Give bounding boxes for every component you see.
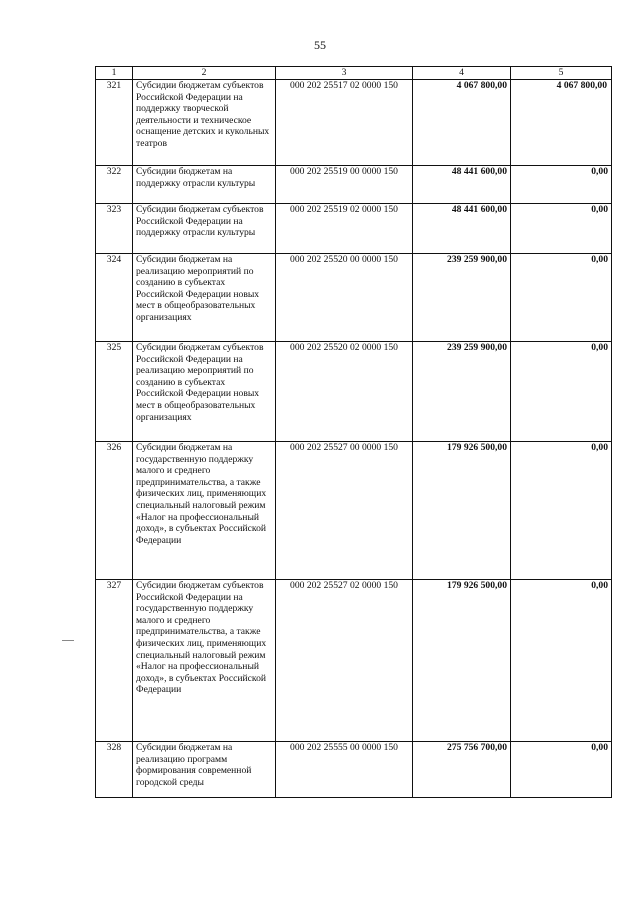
row-amount: 179 926 500,00 — [413, 580, 511, 742]
row-amount-2: 0,00 — [511, 254, 612, 342]
row-amount: 239 259 900,00 — [413, 342, 511, 442]
row-code: 000 202 25519 00 0000 150 — [276, 166, 413, 204]
page-number: 55 — [314, 38, 326, 52]
row-number: 321 — [96, 80, 133, 166]
table-row — [96, 742, 612, 798]
row-amount: 239 259 900,00 — [413, 254, 511, 342]
row-name: Субсидии бюджетам на реализацию программ формирования современной городской среды — [133, 742, 276, 798]
row-name: Субсидии бюджетам на поддержку отрасли культуры — [133, 166, 276, 204]
row-amount: 48 441 600,00 — [413, 204, 511, 254]
column-header-1: 1 — [96, 67, 133, 80]
row-amount-2: 4 067 800,00 — [511, 80, 612, 166]
row-name: Субсидии бюджетам субъектов Российской Федерации на поддержку отрасли культуры — [133, 204, 276, 254]
column-header-5: 5 — [511, 67, 612, 80]
column-header-4: 4 — [413, 67, 511, 80]
table-row — [96, 254, 612, 342]
table-header — [96, 67, 612, 80]
row-amount-2: 0,00 — [511, 580, 612, 742]
row-number: 326 — [96, 442, 133, 580]
budget-table — [95, 66, 612, 798]
table-row — [96, 204, 612, 254]
row-code: 000 202 25527 02 0000 150 — [276, 580, 413, 742]
row-number: 324 — [96, 254, 133, 342]
row-amount-2: 0,00 — [511, 204, 612, 254]
margin-mark — [62, 640, 74, 641]
row-name: Субсидии бюджетам субъектов Российской Федерации на реализацию мероприятий по созданию в субъектах Российской Федерации новых мест в общеобразовательных организациях — [133, 342, 276, 442]
row-name: Субсидии бюджетам на государственную поддержку малого и среднего предпринимательства, а также физических лиц, применяющих специальный налоговый режим «Налог на профессиональный доход», в субъектах Российской Федерации — [133, 442, 276, 580]
table-row — [96, 166, 612, 204]
table-row — [96, 80, 612, 166]
row-amount: 4 067 800,00 — [413, 80, 511, 166]
row-number: 323 — [96, 204, 133, 254]
table-row — [96, 442, 612, 580]
row-number: 327 — [96, 580, 133, 742]
row-amount: 179 926 500,00 — [413, 442, 511, 580]
row-code: 000 202 25520 00 0000 150 — [276, 254, 413, 342]
table-row — [96, 580, 612, 742]
row-number: 325 — [96, 342, 133, 442]
row-number: 328 — [96, 742, 133, 798]
row-code: 000 202 25519 02 0000 150 — [276, 204, 413, 254]
row-code: 000 202 25555 00 0000 150 — [276, 742, 413, 798]
row-name: Субсидии бюджетам на реализацию мероприятий по созданию в субъектах Российской Федерации новых мест в общеобразовательных организациях — [133, 254, 276, 342]
row-code: 000 202 25517 02 0000 150 — [276, 80, 413, 166]
row-amount-2: 0,00 — [511, 342, 612, 442]
row-amount-2: 0,00 — [511, 742, 612, 798]
row-amount: 48 441 600,00 — [413, 166, 511, 204]
row-name: Субсидии бюджетам субъектов Российской Федерации на поддержку творческой деятельности и техническое оснащение детских и кукольных театров — [133, 80, 276, 166]
row-name: Субсидии бюджетам субъектов Российской Федерации на государственную поддержку малого и среднего предпринимательства, а также физических лиц, применяющих специальный налоговый режим «Налог на профессиональный доход», в субъектах Российской Федерации — [133, 580, 276, 742]
table-body — [96, 80, 612, 798]
row-code: 000 202 25520 02 0000 150 — [276, 342, 413, 442]
column-header-3: 3 — [276, 67, 413, 80]
table-row — [96, 342, 612, 442]
row-amount: 275 756 700,00 — [413, 742, 511, 798]
row-code: 000 202 25527 00 0000 150 — [276, 442, 413, 580]
column-header-2: 2 — [133, 67, 276, 80]
row-number: 322 — [96, 166, 133, 204]
row-amount-2: 0,00 — [511, 442, 612, 580]
row-amount-2: 0,00 — [511, 166, 612, 204]
header-row — [96, 67, 612, 80]
